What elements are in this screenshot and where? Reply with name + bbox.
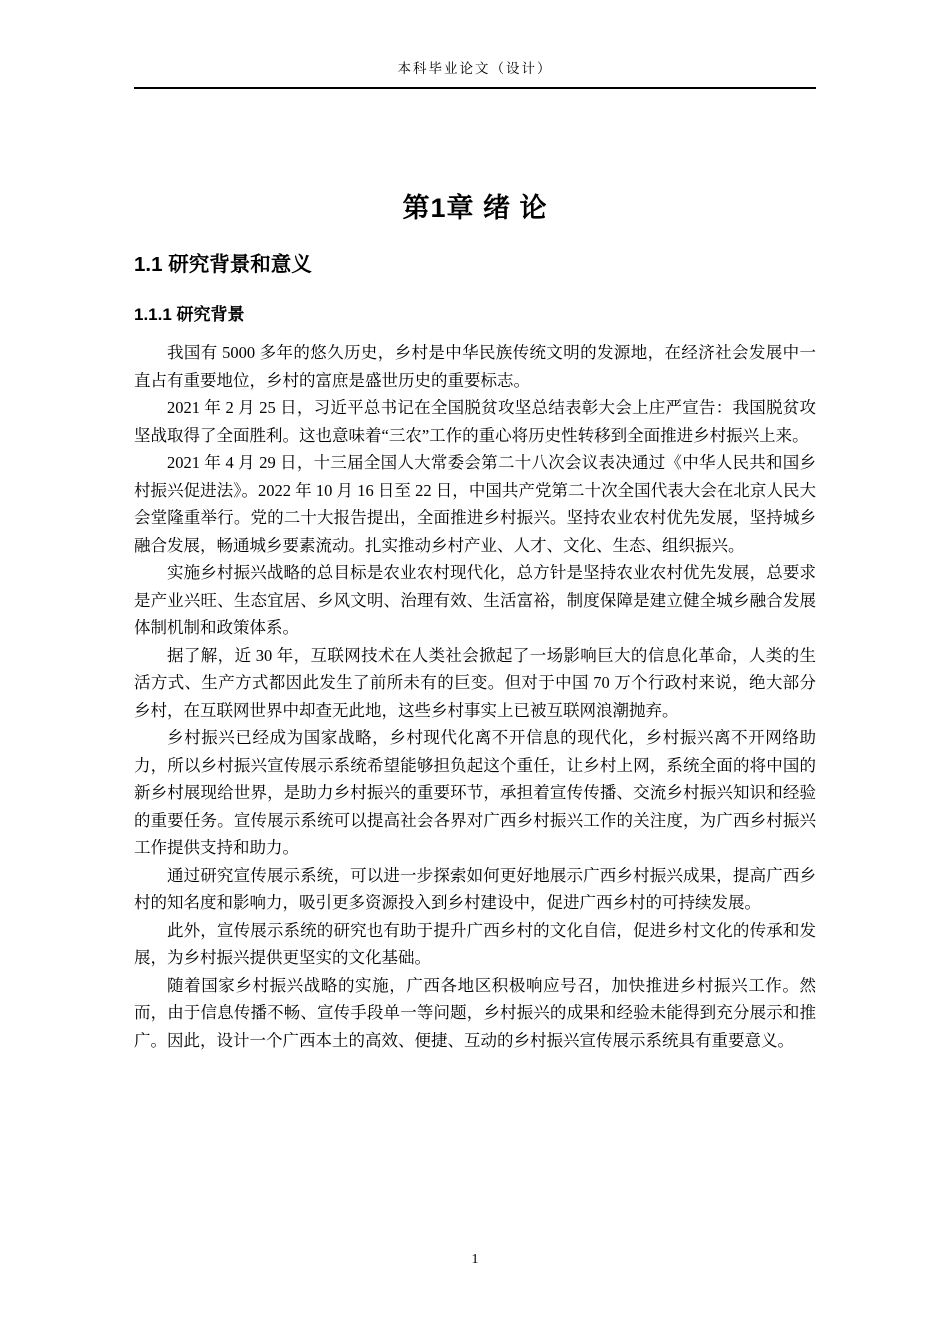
paragraph-9: 随着国家乡村振兴战略的实施，广西各地区积极响应号召，加快推进乡村振兴工作。然而，由于信息传播不畅、宣传手段单一等问题，乡村振兴的成果和经验未能得到充分展示和推广。因此，设计一个广西本土的高效、便捷、互动的乡村振兴宣传展示系统具有重要意义。 [134, 975, 816, 1050]
page-footer [0, 1250, 950, 1268]
document-body [134, 191, 816, 1055]
chapter-title: 第1章 绪 论 [402, 192, 548, 223]
paragraph-3: 2021 年 4 月 29 日，十三届全国人大常委会第二十八次会议表决通过《中华人民共和国乡村振兴促进法》。2022 年 10 月 16 日至 22 日，中国共产党第二十次全国代表大会在北京人民大会堂隆重举行。党的二十大报告提出，全面推进乡村振兴。坚持农业农村优先发展，坚持城乡融合发展，畅通城乡要素流动。扎实推动乡村产业、人才、文化、生态、组织振兴。 [134, 453, 816, 555]
page-header [134, 62, 816, 89]
subsection-title: 1.1.1 研究背景 [134, 305, 245, 325]
running-head: 本科毕业论文（设计） [397, 61, 553, 76]
paragraph-4: 实施乡村振兴战略的总目标是农业农村现代化，总方针是坚持农业农村优先发展，总要求是产业兴旺、生态宜居、乡风文明、治理有效、生活富裕，制度保障是建立健全城乡融合发展体制机制和政策体系。 [134, 563, 816, 638]
paragraph-5: 据了解，近 30 年，互联网技术在人类社会掀起了一场影响巨大的信息化革命，人类的生活方式、生产方式都因此发生了前所未有的巨变。但对于中国 70 万个行政村来说，绝大部分乡村，在互联网世界中却查无此地，这些乡村事实上已被互联网浪潮抛弃。 [134, 645, 816, 720]
paragraph-1: 我国有 5000 多年的悠久历史，乡村是中华民族传统文明的发源地，在经济社会发展中一直占有重要地位，乡村的富庶是盛世历史的重要标志。 [134, 343, 816, 390]
paragraph-6: 乡村振兴已经成为国家战略，乡村现代化离不开信息的现代化，乡村振兴离不开网络助力，所以乡村振兴宣传展示系统希望能够担负起这个重任，让乡村上网，系统全面的将中国的新乡村展现给世界，是助力乡村振兴的重要环节，承担着宣传传播、交流乡村振兴知识和经验的重要任务。宣传展示系统可以提高社会各界对广西乡村振兴工作的关注度，为广西乡村振兴工作提供支持和助力。 [134, 728, 816, 858]
header-rule [134, 87, 816, 89]
paragraph-7: 通过研究宣传展示系统，可以进一步探索如何更好地展示广西乡村振兴成果，提高广西乡村的知名度和影响力，吸引更多资源投入到乡村建设中，促进广西乡村的可持续发展。 [134, 865, 816, 913]
paragraph-8: 此外，宣传展示系统的研究也有助于提升广西乡村的文化自信，促进乡村文化的传承和发展，为乡村振兴提供更坚实的文化基础。 [134, 920, 816, 968]
paragraph-2: 2021 年 2 月 25 日，习近平总书记在全国脱贫攻坚总结表彰大会上庄严宣告：我国脱贫攻坚战取得了全面胜利。这也意味着“三农”工作的重心将历史性转移到全面推进乡村振兴上来。 [134, 398, 816, 445]
section-title: 1.1 研究背景和意义 [134, 252, 312, 276]
page-number: 1 [471, 1252, 479, 1267]
